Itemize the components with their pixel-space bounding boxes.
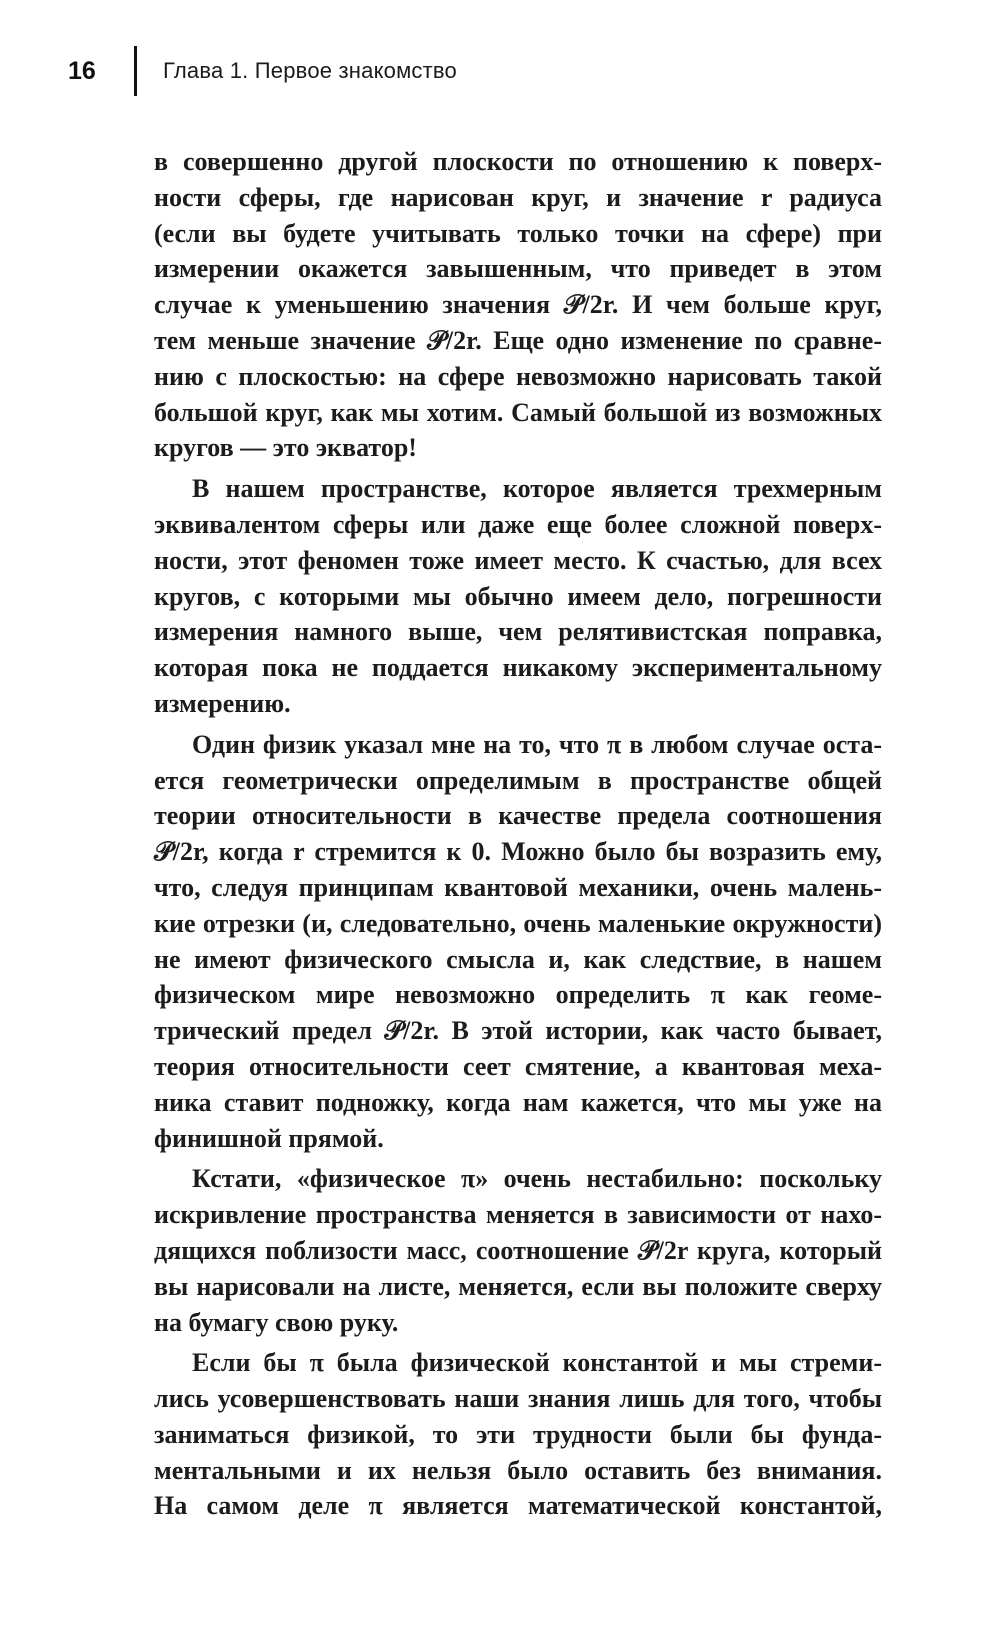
paragraph <box>154 1345 882 1524</box>
text-line: что, следуя принципам квантовой механики, очень малень- <box>154 872 882 902</box>
text-line: ности сферы, где нарисован круг, и значение r радиуса <box>154 182 882 212</box>
text-line: теория относительности сеет смятение, а квантовая меха- <box>154 1051 882 1081</box>
text-line: дящихся поблизости масс, соотношение 𝒫/2r круга, который <box>154 1235 882 1265</box>
running-head <box>68 42 457 100</box>
text-line: измерению. <box>154 688 291 718</box>
paragraph <box>154 1161 882 1340</box>
text-line: 𝒫/2r, когда r стремится к 0. Можно было бы возразить ему, <box>154 837 882 867</box>
paragraph <box>154 471 882 722</box>
text-line: теории относительности в качестве предела соотношения <box>154 801 882 831</box>
body-text <box>154 144 882 1529</box>
chapter-title: Глава 1. Первое знакомство <box>163 58 457 83</box>
text-line: вы нарисовали на листе, меняется, если вы положите сверху <box>154 1271 882 1301</box>
text-line: Кстати, «физическое π» очень нестабильно: поскольку <box>192 1164 882 1194</box>
text-line: ности, этот феномен тоже имеет место. К счастью, для всех <box>154 545 882 575</box>
text-line: измерении окажется завышенным, что приведет в этом <box>154 254 882 284</box>
text-line: которая пока не поддается никакому экспериментальному <box>154 653 882 683</box>
text-line: тем меньше значение 𝒫/2r. Еще одно изменение по сравне- <box>154 325 882 355</box>
paragraph <box>154 727 882 1157</box>
text-line: нию с плоскостью: на сфере невозможно нарисовать такой <box>154 361 882 391</box>
text-line: эквивалентом сферы или даже еще более сложной поверх- <box>154 509 882 539</box>
header-divider <box>134 46 137 96</box>
text-line: ется геометрически определимым в пространстве общей <box>154 765 882 795</box>
text-line: Если бы π была физической константой и мы стреми- <box>192 1348 882 1378</box>
text-line: На самом деле π является математической константой, <box>154 1491 882 1521</box>
text-line: случае к уменьшению значения 𝒫/2r. И чем больше круг, <box>154 290 882 320</box>
text-line: кругов, с которыми мы обычно имеем дело, погрешности <box>154 581 882 611</box>
text-line: ника ставит подножку, когда нам кажется, что мы уже на <box>154 1087 882 1117</box>
text-line: физическом мире невозможно определить π как геоме- <box>154 980 882 1010</box>
text-line: измерения намного выше, чем релятивистская поправка, <box>154 617 882 647</box>
text-line: трический предел 𝒫/2r. В этой истории, как часто бывает, <box>154 1016 882 1046</box>
text-line: (если вы будете учитывать только точки на сфере) при <box>154 218 882 248</box>
text-line: ментальными и их нельзя было оставить без внимания. <box>154 1455 882 1485</box>
text-line: лись усовершенствовать наши знания лишь для того, чтобы <box>154 1384 882 1414</box>
paragraph <box>154 144 882 466</box>
text-line: на бумагу свою руку. <box>154 1307 399 1337</box>
text-line: в совершенно другой плоскости по отношению к поверх- <box>154 147 882 176</box>
text-line: В нашем пространстве, которое является трехмерным <box>192 474 882 504</box>
text-line: кругов — это экватор! <box>154 433 417 463</box>
text-line: кие отрезки (и, следовательно, очень маленькие окружности) <box>154 908 882 938</box>
text-line: Один физик указал мне на то, что π в любом случае оста- <box>192 729 882 759</box>
page-number: 16 <box>68 56 96 85</box>
text-line: финишной прямой. <box>154 1123 384 1153</box>
text-line: заниматься физикой, то эти трудности были бы фунда- <box>154 1419 882 1449</box>
text-line: не имеют физического смысла и, как следствие, в нашем <box>154 944 882 974</box>
text-line: большой круг, как мы хотим. Самый большой из возможных <box>154 397 882 427</box>
text-line: искривление пространства меняется в зависимости от нахо- <box>154 1200 882 1230</box>
